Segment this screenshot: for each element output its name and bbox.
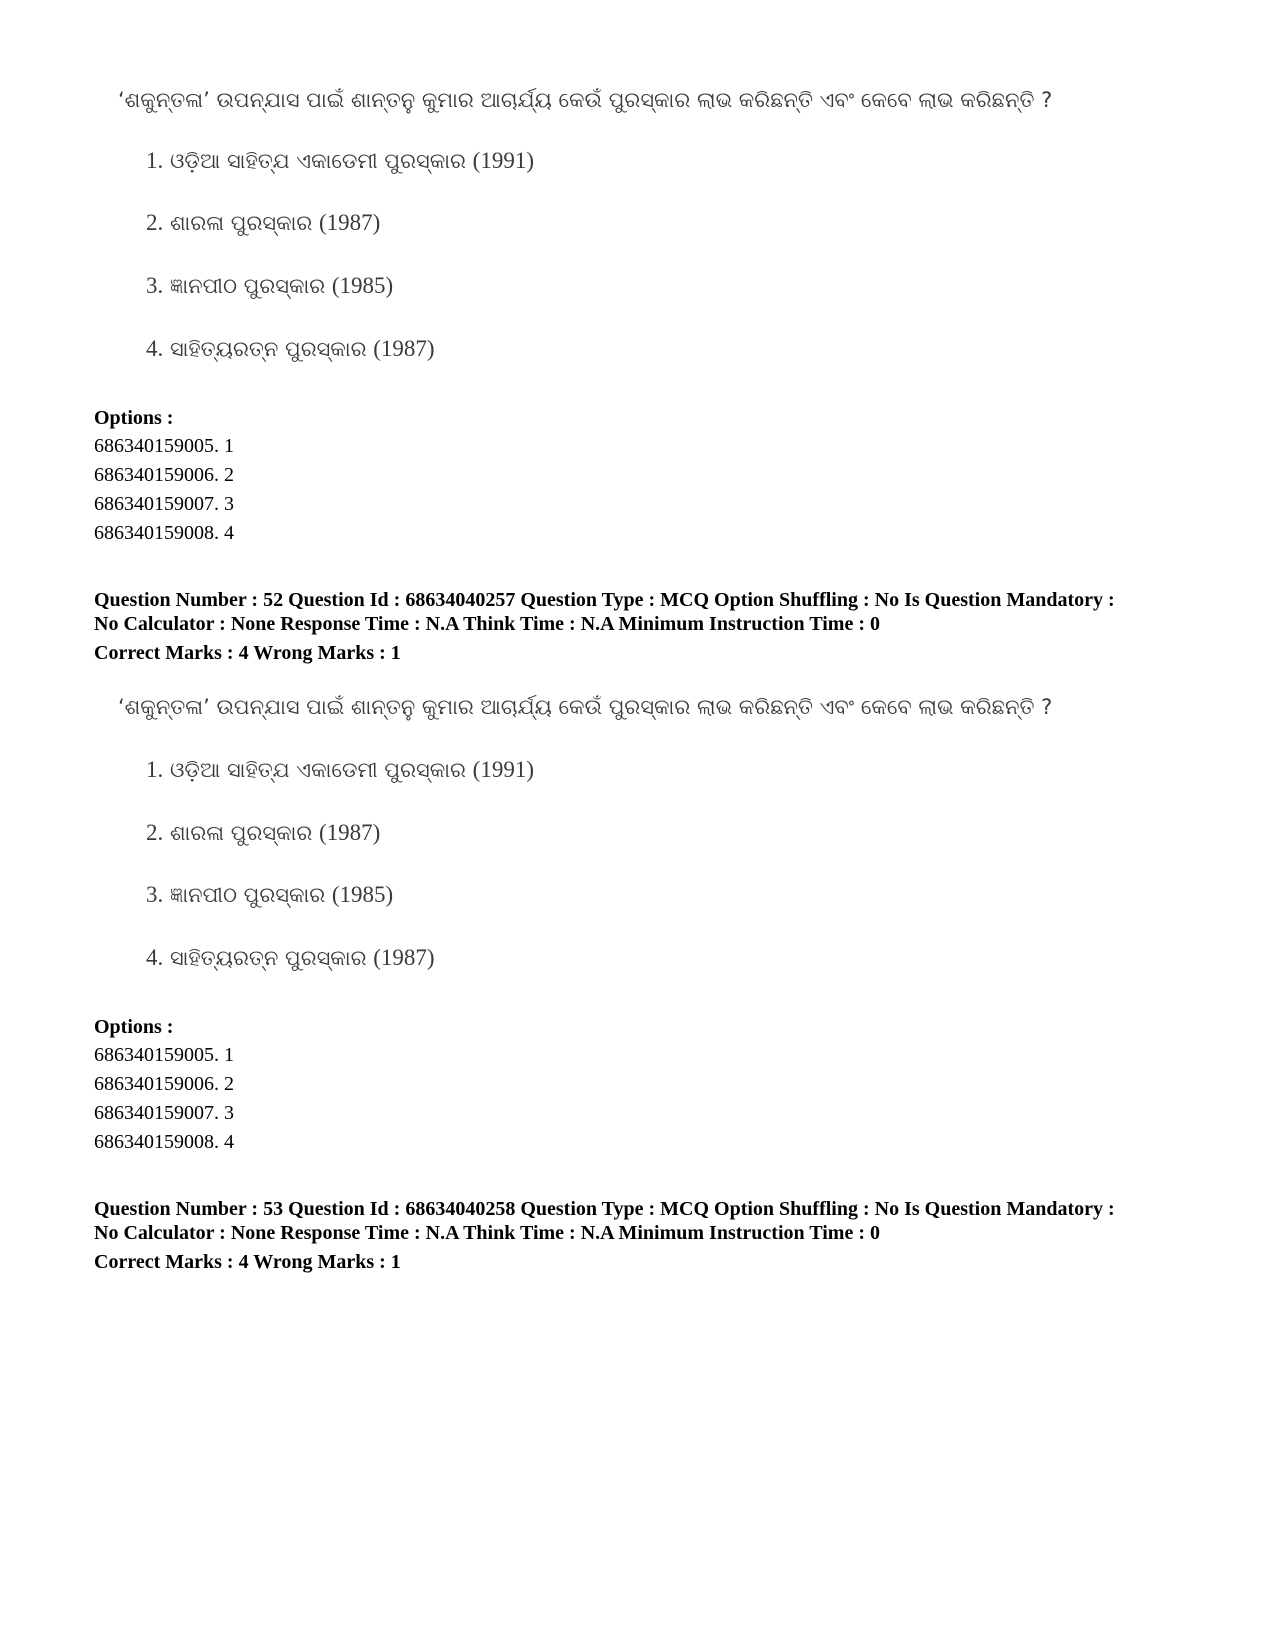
choice-year: (1987) xyxy=(373,336,435,361)
choice-number: 3. xyxy=(146,882,164,907)
choice-3 xyxy=(146,882,393,908)
question-marks: Correct Marks : 4 Wrong Marks : 1 xyxy=(94,642,401,664)
option-line: 686340159006. 2 xyxy=(94,1073,234,1095)
choice-number: 1. xyxy=(146,757,164,782)
option-line: 686340159008. 4 xyxy=(94,522,234,544)
choice-number: 2. xyxy=(146,820,164,845)
choice-3 xyxy=(146,273,393,299)
question-meta-line1: Question Number : 53 Question Id : 68634040258 Question Type : MCQ Option Shuffling : No Is Question Mandatory : xyxy=(94,1198,1115,1220)
choice-number: 4. xyxy=(146,336,164,361)
choice-text: ସାହିତ୍ୟରତ୍ନ ପୁରସ୍କାର xyxy=(169,946,367,970)
choice-text: ଜ୍ଞାନପୀଠ ପୁରସ୍କାର xyxy=(169,883,326,907)
choice-text: ଜ୍ଞାନପୀଠ ପୁରସ୍କାର xyxy=(169,274,326,298)
choice-year: (1987) xyxy=(319,820,381,845)
choice-year: (1985) xyxy=(331,273,394,298)
choice-year: (1987) xyxy=(319,210,381,235)
choice-4 xyxy=(146,945,435,971)
option-line: 686340159005. 1 xyxy=(94,435,234,457)
options-label: Options : xyxy=(94,1016,174,1038)
question-meta-line2: No Calculator : None Response Time : N.A Think Time : N.A Minimum Instruction Time : 0 xyxy=(94,613,880,635)
choice-1 xyxy=(146,757,534,783)
options-label: Options : xyxy=(94,407,174,429)
choice-year: (1991) xyxy=(472,148,534,173)
choice-year: (1985) xyxy=(331,882,394,907)
choice-text: ଓଡ଼ିଆ ସାହିତ୍ଯ ଏକାଡେମୀ ପୁରସ୍କାର xyxy=(169,149,466,173)
question-marks: Correct Marks : 4 Wrong Marks : 1 xyxy=(94,1251,401,1273)
choice-text: ଓଡ଼ିଆ ସାହିତ୍ଯ ଏକାଡେମୀ ପୁରସ୍କାର xyxy=(169,758,466,782)
choice-2 xyxy=(146,210,380,236)
choice-1 xyxy=(146,148,534,174)
choice-4 xyxy=(146,336,435,362)
option-line: 686340159006. 2 xyxy=(94,464,234,486)
choice-number: 3. xyxy=(146,273,164,298)
choice-number: 1. xyxy=(146,148,164,173)
choice-text: ଶାରଳା ପୁରସ୍କାର xyxy=(169,821,313,845)
choice-year: (1991) xyxy=(472,757,534,782)
option-line: 686340159007. 3 xyxy=(94,1102,234,1124)
choice-number: 2. xyxy=(146,210,164,235)
choice-text: ଶାରଳା ପୁରସ୍କାର xyxy=(169,211,313,235)
option-line: 686340159005. 1 xyxy=(94,1044,234,1066)
choice-number: 4. xyxy=(146,945,164,970)
choice-year: (1987) xyxy=(373,945,435,970)
choice-2 xyxy=(146,820,380,846)
option-line: 686340159008. 4 xyxy=(94,1131,234,1153)
option-line: 686340159007. 3 xyxy=(94,493,234,515)
question-text: ‘ଶକୁନ୍ତଳା’ ଉପନ୍ଯାସ ପାଇଁ ଶାନ୍ତନୁ କୁମାର ଆଚାର୍ଯ୍ୟ କେଉଁ ପୁରସ୍କାର ଲାଭ କରିଛନ୍ତି ଏବଂ କେବେ ଲାଭ କରିଛନ୍ତି ? xyxy=(118,695,1053,719)
choice-text: ସାହିତ୍ୟରତ୍ନ ପୁରସ୍କାର xyxy=(169,337,367,361)
question-meta-line2: No Calculator : None Response Time : N.A Think Time : N.A Minimum Instruction Time : 0 xyxy=(94,1222,880,1244)
question-meta-line1: Question Number : 52 Question Id : 68634040257 Question Type : MCQ Option Shuffling : No Is Question Mandatory : xyxy=(94,589,1115,611)
question-text: ‘ଶକୁନ୍ତଳା’ ଉପନ୍ଯାସ ପାଇଁ ଶାନ୍ତନୁ କୁମାର ଆଚାର୍ଯ୍ୟ କେଉଁ ପୁରସ୍କାର ଲାଭ କରିଛନ୍ତି ଏବଂ କେବେ ଲାଭ କରିଛନ୍ତି ? xyxy=(118,88,1053,112)
